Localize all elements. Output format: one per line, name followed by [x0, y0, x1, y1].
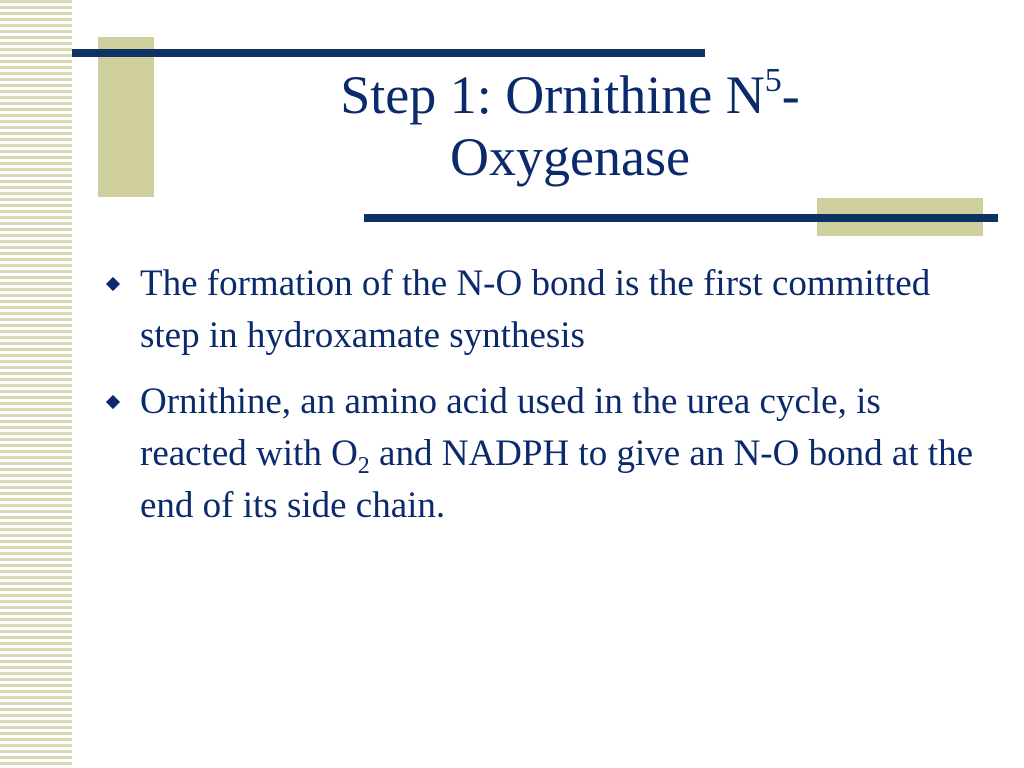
- diamond-bullet-icon: [106, 277, 120, 291]
- title-line1-suffix: -: [781, 65, 800, 125]
- title-line2: Oxygenase: [450, 127, 690, 187]
- bullet-text-1: The formation of the N-O bond is the first committed step in hydroxamate synthesis: [140, 263, 931, 356]
- bullet-item-2: [104, 376, 984, 532]
- bullet-text-2-after: and NADPH to give an N-O bond at the end of its side chain.: [140, 433, 973, 526]
- bullet-text-2-subscript: 2: [357, 453, 370, 479]
- diamond-bullet-icon: [106, 395, 120, 409]
- bullet-item-1: [104, 258, 984, 362]
- title-rule-bottom: [364, 214, 998, 222]
- bullet-list: [104, 258, 984, 546]
- title-superscript: 5: [764, 62, 782, 99]
- decorative-stripes: [0, 0, 72, 768]
- title-rule-top: [72, 49, 705, 57]
- slide-title: [150, 64, 990, 188]
- title-line1-prefix: Step 1: Ornithine N: [340, 65, 765, 125]
- accent-block-top: [98, 37, 154, 197]
- bullet-text-2-before: Ornithine, an amino acid used in the urea cycle, is reacted with O: [140, 381, 881, 474]
